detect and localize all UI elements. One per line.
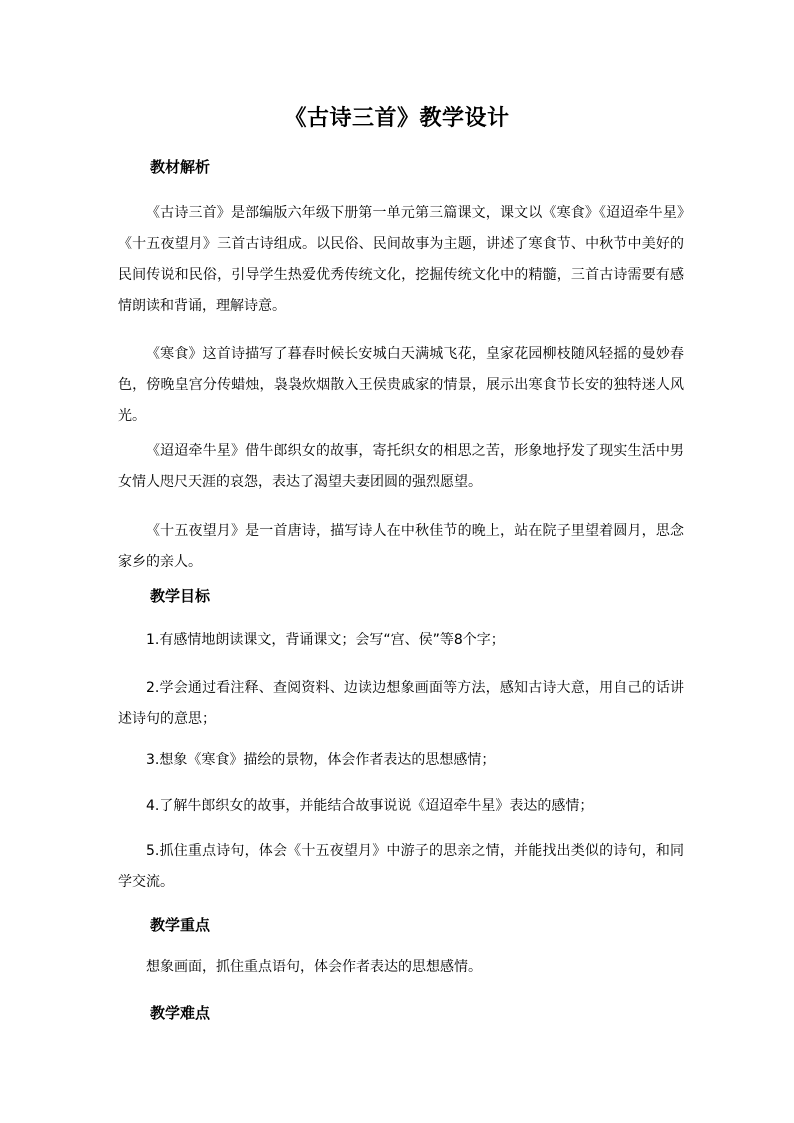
section-heading-goals: 教学目标 — [150, 587, 211, 605]
goal-item-1: 1.有感情地朗读课文，背诵课文；会写“宫、侯”等8个字； — [146, 632, 505, 648]
section-heading-key-points: 教学重点 — [150, 916, 211, 934]
goal-item-2: 2.学会通过看注释、查阅资料、边读边想象画面等方法，感知古诗大意，用自己的话讲述诗句的意思； — [118, 680, 684, 727]
analysis-paragraph-tiaotiao: 《迢迢牵牛星》借牛郎织女的故事，寄托织女的相思之苦，形象地抒发了现实生活中男女情人咫尺天涯的哀怨，表达了渴望夫妻团圆的强烈愿望。 — [118, 443, 684, 490]
goal-item-5: 5.抓住重点诗句，体会《十五夜望月》中游子的思亲之情，并能找出类似的诗句，和同学交流。 — [118, 843, 684, 890]
section-heading-analysis: 教材解析 — [150, 158, 211, 176]
analysis-paragraph-intro: 《古诗三首》是部编版六年级下册第一单元第三篇课文，课文以《寒食》《迢迢牵牛星》《十五夜望月》三首古诗组成。以民俗、民间故事为主题，讲述了寒食节、中秋节中美好的民间传说和民俗，引导学生热爱优秀传统文化，挖掘传统文化中的精髓，三首古诗需要有感情朗读和背诵，理解诗意。 — [118, 205, 684, 314]
goal-item-4: 4.了解牛郎织女的故事，并能结合故事说说《迢迢牵牛星》表达的感情； — [146, 798, 594, 814]
goal-item-3: 3.想象《寒食》描绘的景物，体会作者表达的思想感情； — [146, 752, 496, 768]
document-title: 《古诗三首》教学设计 — [284, 105, 510, 131]
analysis-paragraph-shiwuye: 《十五夜望月》是一首唐诗，描写诗人在中秋佳节的晚上，站在院子里望着圆月，思念家乡的亲人。 — [118, 523, 684, 570]
key-points-text: 想象画面，抓住重点语句，体会作者表达的思想感情。 — [146, 959, 482, 975]
section-heading-difficulties: 教学难点 — [150, 1004, 211, 1022]
analysis-paragraph-hanshi: 《寒食》这首诗描写了暮春时候长安城白天满城飞花，皇家花园柳枝随风轻摇的曼妙春色，傍晚皇宫分传蜡烛，袅袅炊烟散入王侯贵戚家的情景，展示出寒食节长安的独特迷人风光。 — [118, 346, 684, 424]
